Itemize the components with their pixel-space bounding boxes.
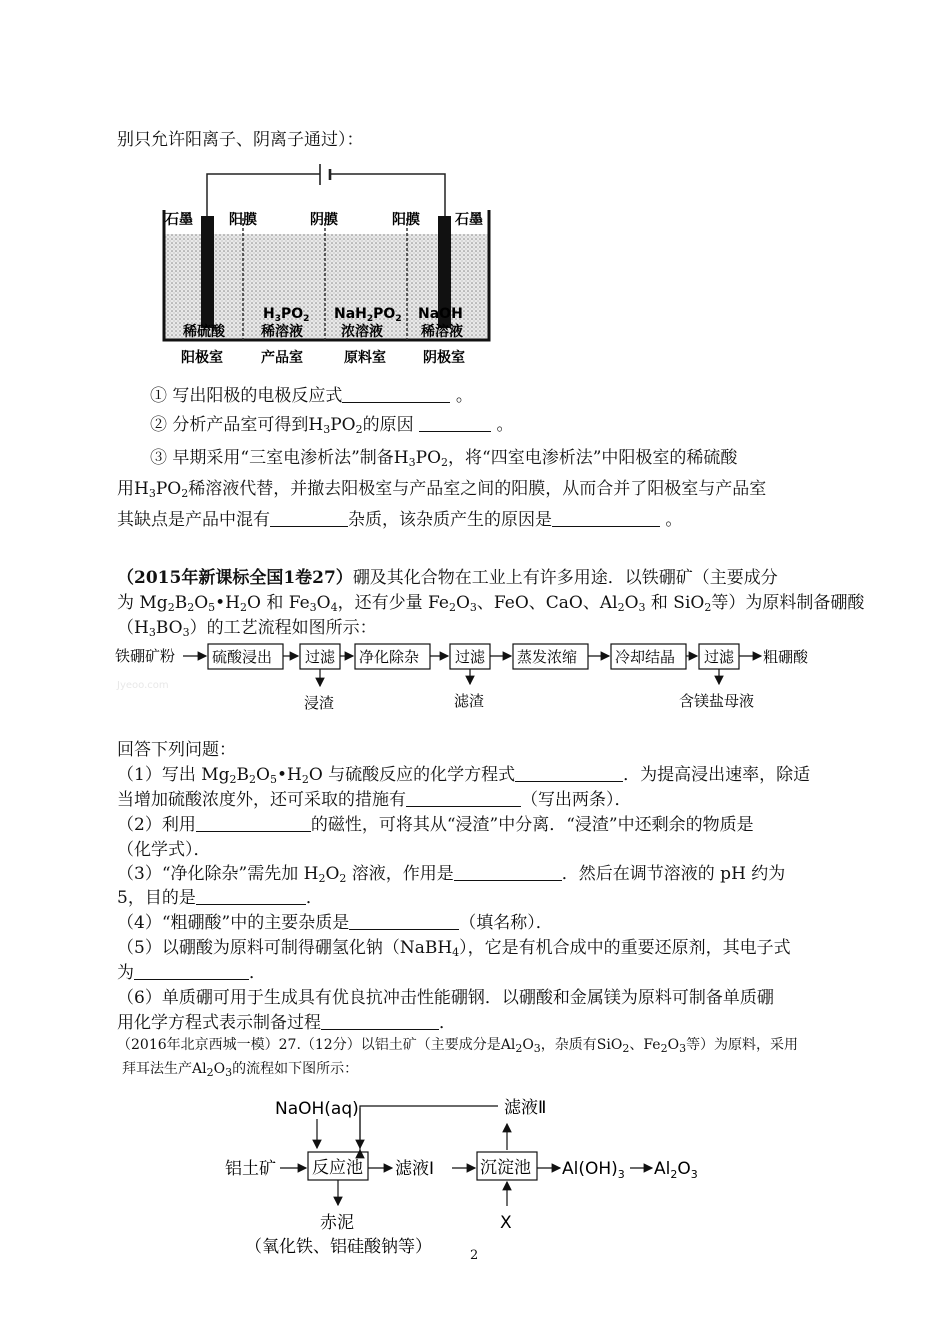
answer-blank[interactable] [515, 765, 623, 782]
label-cathode-chamber: 阴极室 [423, 350, 465, 366]
label-dilute-solution-1: 稀溶液 [261, 324, 303, 340]
label-anion-membrane: 阴膜 [310, 212, 338, 228]
answer-blank[interactable] [270, 510, 348, 527]
intro-line: 别只允许阳离子、阴离子通过）： [117, 130, 364, 150]
q2-part3-line2: 5，目的是 ． [117, 888, 323, 908]
page-number: 2 [470, 1248, 479, 1263]
naoh-label: NaOH(aq) [275, 1099, 359, 1119]
label-conc-solution: 浓溶液 [341, 324, 383, 340]
al2o3-label: Al [654, 1159, 671, 1179]
label-dilute-sulfuric: 稀硫酸 [183, 324, 225, 340]
q1-item1: ① 写出阳极的电极反应式 。 [150, 386, 473, 406]
svg-text:过滤: 过滤 [455, 648, 486, 666]
residue-mother-liquor: 含镁盐母液 [679, 692, 755, 710]
q2-part2-line2: （化学式）． [117, 840, 211, 860]
label-cation-membrane-2: 阳膜 [392, 212, 420, 228]
svg-text:NaH2PO2: $NaH_2PO_2$ [334, 306, 402, 324]
q1-item3-line3: 其缺点是产品中混有 杂质，该杂质产生的原因是 。 [117, 510, 683, 530]
bayer-process-flowchart [220, 1090, 710, 1265]
svg-text:冷却结晶: 冷却结晶 [615, 648, 676, 666]
answer-blank[interactable] [196, 815, 311, 832]
label-product-chamber: 产品室 [261, 350, 303, 366]
answer-blank[interactable] [454, 864, 562, 881]
label-cation-membrane-1: 阳膜 [229, 212, 257, 228]
precipitation-label: 沉淀池 [480, 1158, 531, 1178]
q2-part6-line1: （6）单质硼可用于生成具有优良抗冲击性能硼钢．以硼酸和金属镁为原料可制备单质硼 [117, 988, 774, 1008]
red-mud-label: 赤泥 [320, 1213, 354, 1233]
ore-label: 铝土矿 [225, 1159, 276, 1179]
q3-stem-line2: 拜耳法生产$Al_2O_3$的流程如下图所示： [122, 1061, 359, 1079]
label-dilute-solution-2: 稀溶液 [421, 324, 463, 340]
svg-text:Al(OH)3: $Al(OH)_3$ [562, 1159, 625, 1181]
svg-text:过滤: 过滤 [305, 648, 336, 666]
reagent-x-label: X [500, 1213, 512, 1233]
label-graphite-right: 石墨 [455, 212, 483, 228]
svg-text:NaOH: NaOH [418, 306, 463, 322]
answer-blank[interactable] [349, 913, 459, 930]
svg-text:Al2O3: $Al_2O_3$ [654, 1159, 698, 1181]
svg-text:蒸发浓缩: 蒸发浓缩 [517, 648, 578, 666]
svg-text:净化除杂: 净化除杂 [359, 648, 420, 666]
answer-blank[interactable] [321, 1013, 439, 1030]
q1-item2: ② 分析产品室可得到$H_3PO_2$的原因 。 [150, 415, 514, 436]
q2-part1-line1: （1）写出 $Mg_2B_2O_5•H_2O$ 与硫酸反应的化学方程式 ．为提高浸出速率，除适 [117, 765, 811, 786]
filtrate-2-label: 滤液Ⅱ [504, 1098, 547, 1118]
q2-part6-line2: 用化学方程式表示制备过程 ． [117, 1013, 456, 1033]
electrolysis-diagram [155, 158, 500, 370]
q2-stem-line2: 为 $Mg_2B_2O_5•H_2O$ 和 $Fe_3O_4$，还有少量 $Fe_2O_3$、FeO、CaO、$Al_2O_3$ 和 SiO$_2$等）为原料制备硼酸 [117, 593, 865, 614]
answer-blank[interactable] [419, 415, 491, 432]
label-graphite-left: 石墨 [165, 212, 193, 228]
red-mud-note: （氧化铁、铝硅酸钠等） [245, 1237, 432, 1257]
svg-text:过滤: 过滤 [704, 648, 735, 666]
q2-part5-line1: （5）以硼酸为原料可制得硼氢化钠（NaBH$_4$），它是有机合成中的重要还原剂，其电子式 [117, 938, 791, 959]
filtrate-1-label: 滤液Ⅰ [395, 1159, 435, 1179]
flow-end: 粗硼酸 [763, 648, 809, 666]
answer-blank[interactable] [552, 510, 660, 527]
residue-filter: 滤渣 [454, 692, 485, 710]
q2-part5-line2: 为 ． [117, 963, 266, 983]
q3-stem-line1: （2016年北京西城一模）27.（12分）以铝土矿（主要成分是$Al_2O_3$，杂质有SiO$_2$、$Fe_2O_3$等）为原料，采用 [117, 1037, 799, 1055]
answer-blank[interactable] [134, 963, 249, 980]
residue-leach: 浸渣 [304, 694, 335, 712]
q2-part4: （4）“粗硼酸”中的主要杂质是 （填名称）． [117, 913, 553, 933]
q2-stem-line1: （2015年新课标全国1卷27）硼及其化合物在工业上有许多用途．以铁硼矿（主要成分 [117, 568, 778, 588]
q2-stem-line3: $(H_3BO_3)$的工艺流程如图所示： [117, 618, 377, 639]
watermark: Jyeoo.com [117, 680, 169, 691]
answer-blank[interactable] [342, 386, 450, 403]
q2-source: （2015年新课标全国1卷27） [117, 568, 353, 588]
aloh-label: Al(OH) [562, 1159, 618, 1179]
q2-part1-line2: 当增加硫酸浓度外，还可采取的措施有 （写出两条）． [117, 790, 632, 810]
q2-part3-line1: （3）“净化除杂”需先加 $H_2O_2$ 溶液，作用是 ．然后在调节溶液的 pH 约为 [117, 864, 786, 885]
svg-text:H3PO2: $H_3PO_2$ [263, 306, 310, 324]
label-anode-chamber: 阳极室 [181, 350, 223, 366]
q2-part2-line1: （2）利用 的磁性，可将其从“浸渣”中分离．“浸渣”中还剩余的物质是 [117, 815, 754, 835]
q1-item3: ③ 早期采用“三室电渗析法”制备$H_3PO_2$，将“四室电渗析法”中阳极室的稀硫酸 [150, 448, 738, 469]
anode-electrode [201, 216, 214, 328]
boric-acid-flowchart [113, 640, 823, 715]
answer-blank[interactable] [196, 888, 306, 905]
reactor-label: 反应池 [312, 1158, 363, 1178]
q2-answer-intro: 回答下列问题： [117, 740, 236, 760]
flow-start: 铁硼矿粉 [115, 647, 176, 665]
q1-item3-line2: 用$H_3PO_2$稀溶液代替，并撤去阳极室与产品室之间的阳膜，从而合并了阳极室与产品室 [117, 479, 767, 500]
label-feed-chamber: 原料室 [344, 350, 386, 366]
answer-blank[interactable] [406, 790, 521, 807]
svg-text:硫酸浸出: 硫酸浸出 [212, 648, 273, 666]
